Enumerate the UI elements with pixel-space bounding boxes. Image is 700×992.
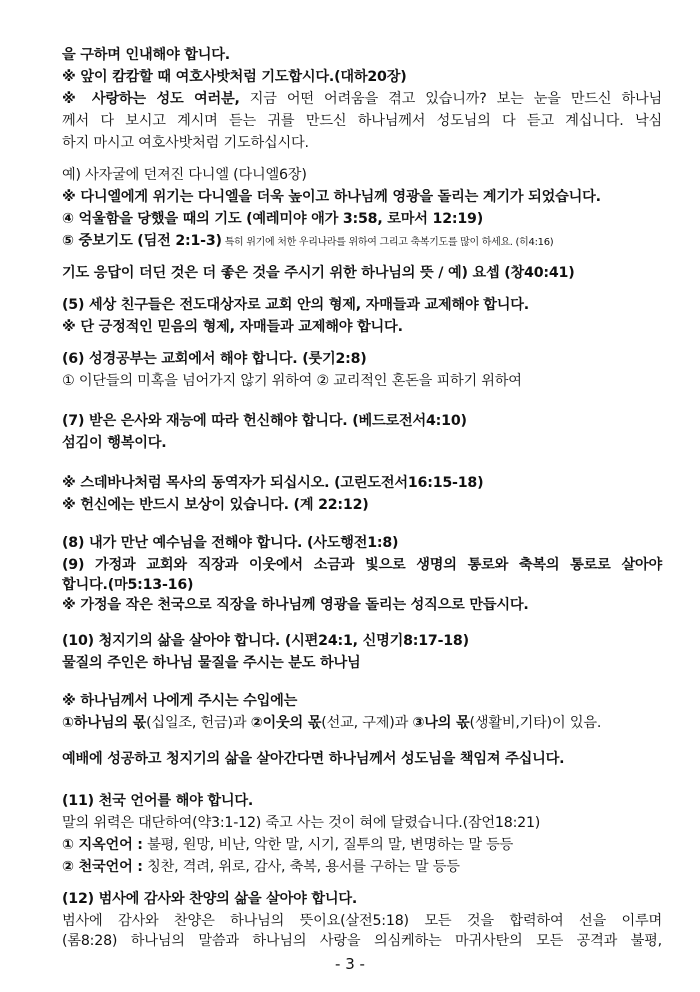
- text-line: (11) 천국 언어를 해야 합니다.: [62, 793, 254, 809]
- text-line: (10) 청지기의 삶을 살아야 합니다. (시편24:1, 신명기8:17-18): [62, 633, 469, 649]
- text-line: (5) 세상 친구들은 전도대상자로 교회 안의 형제, 자매들과 교제해야 합니다.: [62, 297, 529, 313]
- text-line: [62, 834, 662, 856]
- text-line: 말의 위력은 대단하여(약3:1-12) 죽고 사는 것이 혀에 달렸습니다.(잠언18:21): [62, 815, 541, 831]
- text-bold-segment: ③나의 몫: [412, 715, 470, 731]
- text-small-segment: 특히 위기에 처한 우리나라를 위하여 그리고 축복기도를 많이 하세요. (히4:16): [221, 237, 554, 248]
- text-line: ※ 스데바나처럼 목사의 동역자가 되십시오. (고린도전서16:15-18): [62, 475, 484, 491]
- text-line: 범사에 감사와 찬양은 하나님의 뜻이요(살전5:18) 모든 것을 합력하여 선을 이루며: [62, 913, 662, 929]
- text-segment: 칭찬, 격려, 위로, 감사, 축복, 용서를 구하는 말 등등: [142, 859, 460, 875]
- text-line: (7) 받은 은사와 재능에 따라 헌신해야 합니다. (베드로전서4:10): [62, 413, 467, 429]
- text-segment: (선교, 구제)과: [321, 715, 413, 731]
- text-line: 섬김이 행복이다.: [62, 435, 167, 451]
- text-line: 물질의 주인은 하나님 물질을 주시는 분도 하나님: [62, 655, 361, 671]
- text-line: [62, 856, 662, 878]
- text-line: 께서 다 보시고 계시며 듣는 귀를 만드신 하나님께서 성도님의 다 듣고 계십니다. 낙심: [62, 113, 662, 129]
- text-line: 을 구하며 인내해야 합니다.: [62, 47, 230, 63]
- text-bold-segment: ① 지옥언어 :: [62, 837, 143, 853]
- text-bold-segment: ② 천국언어 :: [62, 859, 143, 875]
- text-line: ※ 가정을 작은 천국으로 직장을 하나님께 영광을 돌리는 성직으로 만듭시다.: [62, 597, 529, 613]
- text-line: ※ 앞이 캄캄할 때 여호사밧처럼 기도합시다.(대하20장): [62, 69, 407, 85]
- text-line: (롬8:28) 하나님의 말씀과 하나님의 사랑을 의심케하는 마귀사탄의 모든 공격과 불평,: [62, 933, 662, 949]
- text-line: 하지 마시고 여호사밧처럼 기도하십시다.: [62, 135, 309, 151]
- text-line: [62, 88, 662, 110]
- text-line: [62, 230, 662, 254]
- text-bold-segment: ※ 사랑하는 성도 여러분,: [62, 91, 240, 107]
- text-bold-segment: ⑤ 중보기도 (딤전 2:1-3): [62, 233, 222, 249]
- text-segment: 지금 어떤 어려움을 겪고 있습니까? 보는 눈을 만드신 하나님: [239, 91, 662, 107]
- text-segment: (십일조, 헌금)과: [146, 715, 251, 731]
- text-segment: (생활비,기타)이 있음.: [469, 715, 602, 731]
- text-line: ※ 헌신에는 반드시 보상이 있습니다. (계 22:12): [62, 497, 369, 513]
- text-bold-segment: ②이웃의 몫: [250, 715, 322, 731]
- text-line: 합니다.(마5:13-16): [62, 577, 194, 593]
- text-line: (12) 범사에 감사와 찬양의 삶을 살아야 합니다.: [62, 891, 358, 907]
- text-line: (6) 성경공부는 교회에서 해야 합니다. (룻기2:8): [62, 351, 367, 367]
- text-line: ※ 다니엘에게 위기는 다니엘을 더욱 높이고 하나님께 영광을 돌리는 계기가 되었습니다.: [62, 189, 601, 205]
- text-line: (9) 가정과 교회와 직장과 이웃에서 소금과 빛으로 생명의 통로와 축복의 통로로 살아야: [62, 557, 662, 573]
- text-line: 예배에 성공하고 청지기의 삶을 살아간다면 하나님께서 성도님을 책임져 주십니다.: [62, 751, 565, 767]
- text-segment: 불평, 원망, 비난, 악한 말, 시기, 질투의 말, 변명하는 말 등등: [142, 837, 514, 853]
- text-line: 예) 사자굴에 던져진 다니엘 (다니엘6장): [62, 167, 307, 183]
- text-line: ※ 하나님께서 나에게 주시는 수입에는: [62, 693, 298, 709]
- text-line: ※ 단 긍정적인 믿음의 형제, 자매들과 교제해야 합니다.: [62, 319, 403, 335]
- text-bold-segment: ①하나님의 몫: [62, 715, 147, 731]
- text-line: 기도 응답이 더딘 것은 더 좋은 것을 주시기 위한 하나님의 뜻 / 예) 요셉 (창40:41): [62, 265, 575, 281]
- text-line: (8) 내가 만난 예수님을 전해야 합니다. (사도행전1:8): [62, 535, 399, 551]
- text-line: [62, 712, 662, 734]
- text-line: ① 이단들의 미혹을 넘어가지 않기 위하여 ② 교리적인 혼돈을 피하기 위하여: [62, 373, 522, 389]
- page-number: - 3 -: [335, 955, 365, 973]
- text-line: ④ 억울함을 당했을 때의 기도 (예레미야 애가 3:58, 로마서 12:19): [62, 211, 483, 227]
